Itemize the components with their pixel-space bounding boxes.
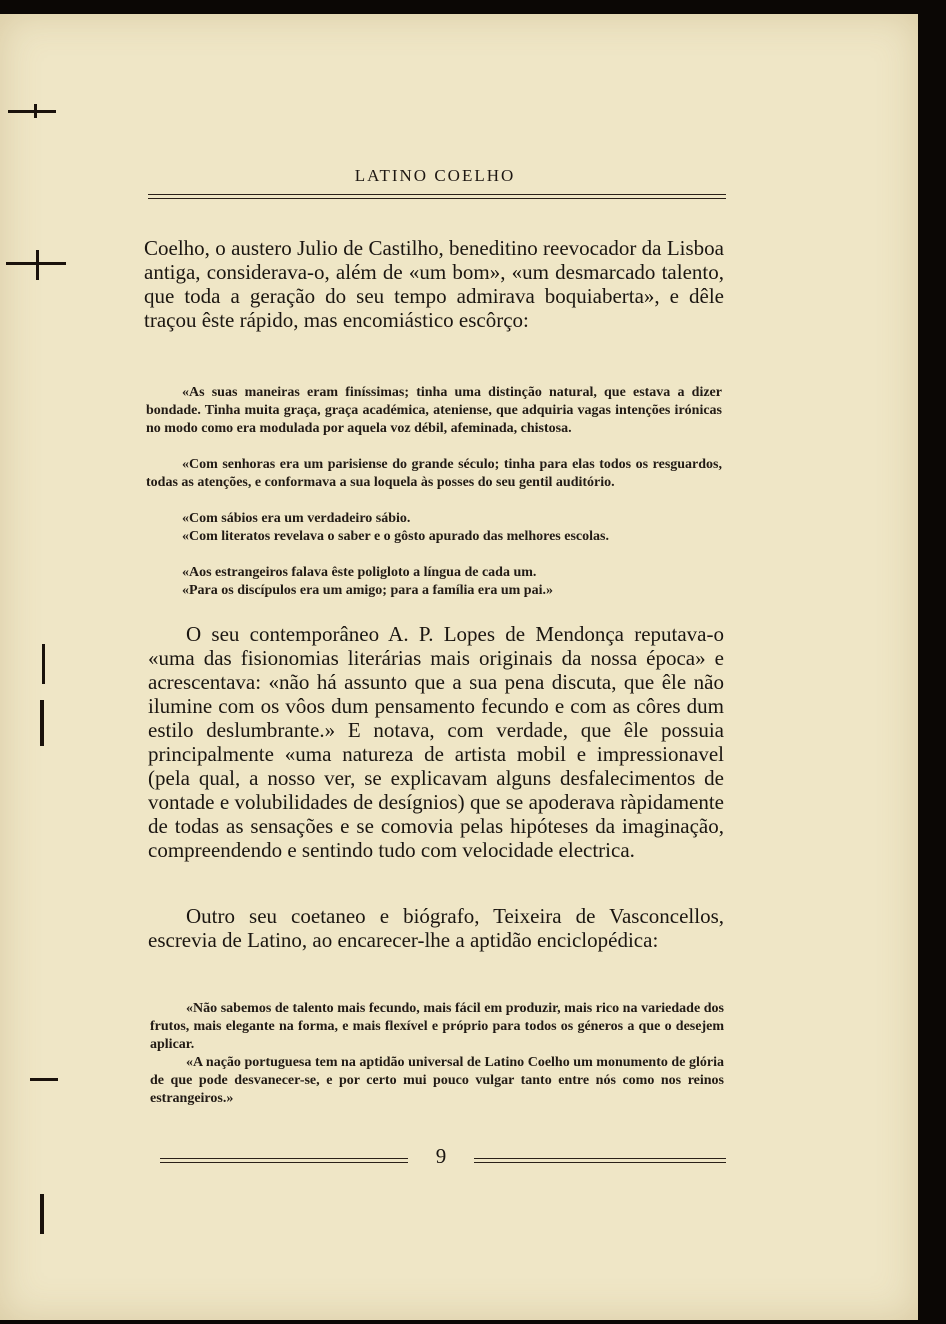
quote-paragraph: «Com senhoras era um parisiense do grande século; tinha para elas todos os resguardos, todas as atenções, e conformava a sua loquela às posses do seu gentil auditório.: [146, 457, 722, 490]
binding-thread-mark: [8, 110, 56, 113]
quote-paragraph: «A nação portuguesa tem na aptidão universal de Latino Coelho um monumento de glória de que pode desvanecer-se, e por certo mui pouco vulgar tanto entre nós como nos reinos estrangeiros.»: [150, 1055, 724, 1106]
binding-thread-mark: [40, 1194, 44, 1234]
page-number: 9: [435, 1144, 447, 1168]
footer-rule: [474, 1162, 726, 1163]
body-paragraph: Coelho, o austero Julio de Castilho, beneditino reevocador da Lisboa antiga, considerava-o, além de «um bom», «um desmarcado talento, que toda a geração do seu tempo admirava boquiaberta», e dêle traçou êste rápido, mas encomiástico escôrço:: [144, 236, 724, 332]
quote-paragraph: «Para os discípulos era um amigo; para a família era um pai.»: [182, 583, 553, 598]
quote-paragraph: «Não sabemos de talento mais fecundo, mais fácil em produzir, mais rico na variedade dos frutos, mais elegante na forma, e mais flexível e próprio para todos os géneros a que o desejem aplicar.: [150, 1001, 724, 1052]
header-rule: [148, 194, 726, 195]
body-paragraph: Outro seu coetaneo e biógrafo, Teixeira de Vasconcellos, escrevia de Latino, ao encarecer-lhe a aptidão enciclopédica:: [148, 904, 724, 952]
quote-paragraph: «As suas maneiras eram finíssimas; tinha uma distinção natural, que estava a dizer bondade. Tinha muita graça, graça académica, ateniense, que adquiria vagas intenções irónicas no modo como era modulada por aquela voz débil, afeminada, chistosa.: [146, 385, 722, 436]
quote-paragraph: «Com sábios era um verdadeiro sábio.: [182, 511, 411, 526]
footer-rule: [160, 1158, 408, 1159]
binding-thread-mark: [40, 700, 44, 746]
body-paragraph: O seu contemporâneo A. P. Lopes de Mendonça reputava-o «uma das fisionomias literárias mais originais da nossa época» e acrescentava: «não há assunto que a sua pena discuta, que êle não ilumine com os vôos dum pensamento fecundo e com as côres dum estilo deslumbrante.» E notava, com verdade, que êle possuia principalmente «uma natureza de artista mobil e impressionavel (pela qual, a nosso ver, se explicavam alguns desfalecimentos de vontade e volubilidades de desígnios) que se apoderava ràpidamente de todas as sensações e se comovia pelas hipóteses da imaginação, compreendendo e sentindo tudo com velocidade electrica.: [148, 622, 724, 862]
binding-thread-mark: [30, 1078, 58, 1081]
binding-edge: [0, 14, 70, 1320]
running-head: LATINO COELHO: [354, 166, 516, 185]
quote-paragraph: «Aos estrangeiros falava êste poligloto a língua de cada um.: [182, 565, 537, 580]
binding-thread-mark: [34, 104, 37, 118]
header-rule: [148, 198, 726, 199]
binding-thread-mark: [36, 250, 39, 280]
footer-rule: [160, 1162, 408, 1163]
binding-thread-mark: [42, 644, 45, 684]
quote-paragraph: «Com literatos revelava o saber e o gôsto apurado das melhores escolas.: [182, 529, 609, 544]
footer-rule: [474, 1158, 726, 1159]
book-page: [0, 14, 918, 1320]
